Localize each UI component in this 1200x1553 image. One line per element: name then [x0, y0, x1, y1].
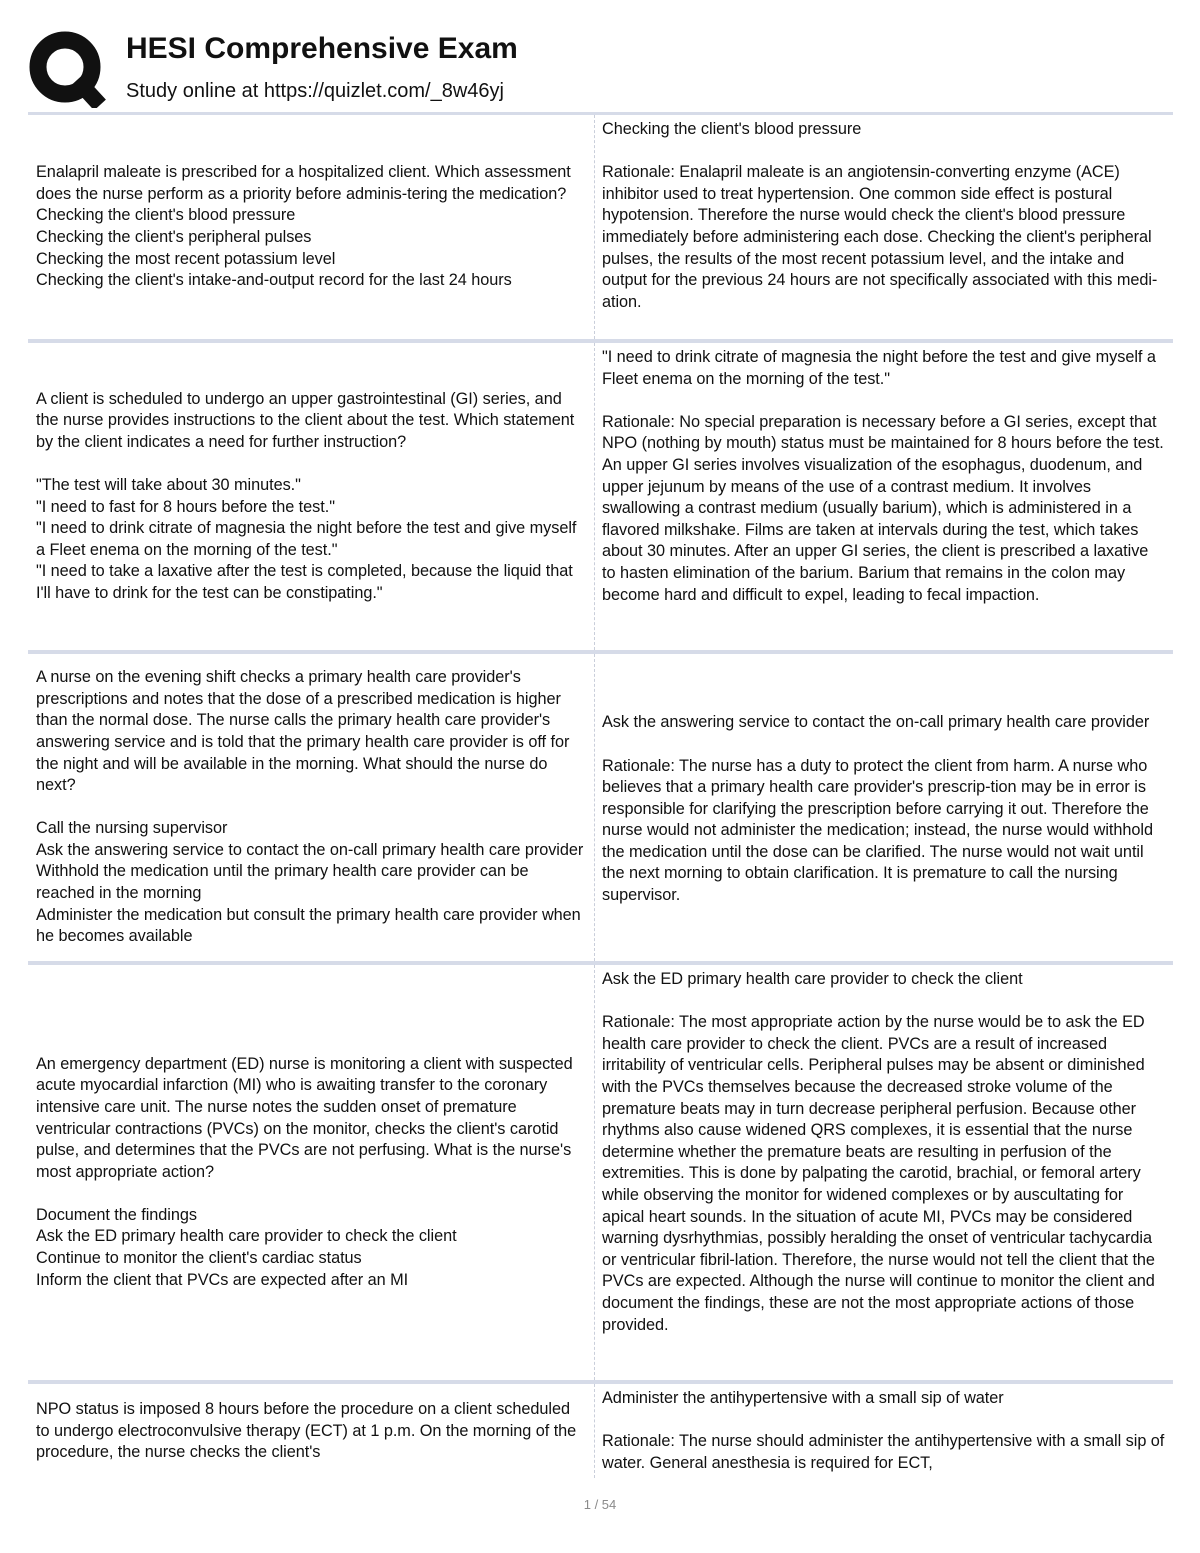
choice-list [36, 818, 586, 948]
question-text: A client is scheduled to undergo an upper gastrointestinal (GI) series, and the nurse provides instructions to the client about the test. Which statement by the client indicates a need for further instruction? [36, 389, 575, 451]
choice-item: Continue to monitor the client's cardiac status [36, 1249, 362, 1268]
document-header [28, 28, 1173, 108]
flashcard-row [28, 115, 1173, 343]
rationale-text: Rationale: The most appropriate action by the nurse would be to ask the ED health care provider to check the client. PVCs are a result of increased irritability of ventricular cells. Peripheral pulses may be absent or diminished with the PVCs themselves because the decreased stroke volume of the premature beats may in turn decrease peripheral perfusion. Because other rhythms also cause widened QRS complexes, it is essential that the nurse determine whether the premature beats are resulting in perfusion of the extremities. This is done by palpating the carotid, brachial, or femoral artery while observing the monitor for widened complexes or by auscultating for apical heart sounds. In the situation of acute MI, PVCs may be considered warning dysrhythmias, possibly heralding the onset of ventricular tachycardia or ventricular fibril-lation. Therefore, the nurse would not tell the client that the PVCs are expected. Although the nurse will continue to monitor the client and document the findings, these are not the most appropriate actions of those provided. [602, 1013, 1155, 1334]
choice-list [36, 1205, 586, 1291]
rationale-text: Rationale: The nurse should administer the antihypertensive with a small sip of water. General anesthesia is required for ECT, [602, 1432, 1165, 1472]
definition-cell [595, 115, 1173, 339]
term-cell [28, 965, 595, 1380]
question-text: Enalapril maleate is prescribed for a hospitalized client. Which assessment does the nurse perform as a priority before adminis-tering the medication? [36, 163, 571, 203]
choice-item: Ask the ED primary health care provider to check the client [36, 1227, 457, 1246]
study-link[interactable]: Study online at https://quizlet.com/_8w46yj [126, 80, 504, 102]
choice-item: Document the findings [36, 1205, 197, 1224]
answer-text: Ask the ED primary health care provider to check the client [602, 970, 1023, 988]
choice-item: Inform the client that PVCs are expected after an MI [36, 1270, 409, 1289]
definition-cell [595, 965, 1173, 1380]
choice-item: Checking the most recent potassium level [36, 249, 336, 268]
choice-item: Checking the client's peripheral pulses [36, 228, 312, 246]
choice-item: "The test will take about 30 minutes." [36, 475, 301, 494]
flashcard-row [28, 965, 1173, 1384]
choice-list [36, 205, 586, 291]
definition-cell [595, 343, 1173, 650]
choice-item: "I need to fast for 8 hours before the test." [36, 497, 335, 516]
choice-item: Checking the client's intake-and-output record for the last 24 hours [36, 271, 512, 290]
answer-text: Administer the antihypertensive with a small sip of water [602, 1389, 1004, 1407]
term-cell [28, 343, 595, 650]
page-number: 1 / 54 [583, 1497, 617, 1512]
definition-cell [595, 1384, 1173, 1478]
definition-cell [595, 654, 1173, 961]
choice-item: "I need to take a laxative after the test is completed, because the liquid that I'll have to drink for the test can be constipating." [36, 562, 573, 602]
rationale-text: Rationale: No special preparation is necessary before a GI series, except that NPO (nothing by mouth) status must be maintained for 8 hours before the test. An upper GI series involves visualization of the esophagus, duodenum, and upper jejunum by means of the use of a contrast medium. It involves swallowing a contrast medium (usually barium), which is administered in a flavored milkshake. Films are taken at intervals during the test, which takes about 30 minutes. After an upper GI series, the client is prescribed a laxative to hasten elimination of the barium. Barium that remains in the colon may become hard and difficult to expel, leading to fecal impaction. [602, 412, 1164, 604]
question-text: An emergency department (ED) nurse is monitoring a client with suspected acute myocardial infarction (MI) who is awaiting transfer to the coronary intensive care unit. The nurse notes the sudden onset of premature ventricular contractions (PVCs) on the monitor, checks the client's carotid pulse, and determines that the PVCs are not perfusing. What is the nurse's most appropriate action? [36, 1054, 573, 1181]
quizlet-logo-icon [28, 30, 106, 108]
answer-text: Checking the client's blood pressure [602, 120, 862, 138]
answer-text: Ask the answering service to contact the on-call primary health care provider [602, 713, 1150, 732]
choice-item: "I need to drink citrate of magnesia the night before the test and give myself a Fleet enema on the morning of the test." [36, 519, 577, 559]
question-text: NPO status is imposed 8 hours before the procedure on a client scheduled to undergo electroconvulsive therapy (ECT) at 1 p.m. On the morning of the procedure, the nurse checks the client's [36, 1400, 577, 1462]
question-text: A nurse on the evening shift checks a primary health care provider's prescriptions and notes that the dose of a prescribed medication is higher than the normal dose. The nurse calls the primary health care provider's answering service and is told that the primary health care provider is off for the night and will be available in the morning. What should the nurse do next? [36, 668, 570, 795]
choice-item: Administer the medication but consult the primary health care provider when he becomes available [36, 905, 581, 946]
term-cell [28, 1384, 595, 1478]
document-title: HESI Comprehensive Exam [126, 32, 518, 65]
term-cell [28, 115, 595, 339]
rationale-text: Rationale: Enalapril maleate is an angiotensin-converting enzyme (ACE) inhibitor used to treat hypertension. One common side effect is postural hypotension. Therefore the nurse would check the client's blood pressure immediately before administering each dose. Checking the client's peripheral pulses, the results of the most recent potassium level, and the intake and output for the previous 24 hours are not specifically associated with this medi-ation. [602, 163, 1158, 311]
answer-text: "I need to drink citrate of magnesia the night before the test and give myself a Fleet enema on the morning of the test." [602, 348, 1156, 388]
choice-item: Checking the client's blood pressure [36, 206, 296, 225]
term-cell [28, 654, 595, 961]
choice-list [36, 475, 586, 605]
flashcard-row [28, 343, 1173, 654]
flashcard-row [28, 654, 1173, 965]
flashcard-list [28, 115, 1173, 1478]
choice-item: Withhold the medication until the primary health care provider can be reached in the morning [36, 862, 529, 903]
choice-item: Ask the answering service to contact the on-call primary health care provider [36, 840, 584, 859]
rationale-text: Rationale: The nurse has a duty to protect the client from harm. A nurse who believes that a primary health care provider's prescrip-tion may be in error is responsible for clarifying the prescription before carrying it out. Therefore the nurse would not administer the medication; instead, the nurse would withhold the medication until the dose can be clarified. The nurse would not wait until the next morning to obtain clarification. It is premature to call the nursing supervisor. [602, 756, 1153, 905]
choice-item: Call the nursing supervisor [36, 819, 228, 838]
flashcard-row [28, 1384, 1173, 1478]
